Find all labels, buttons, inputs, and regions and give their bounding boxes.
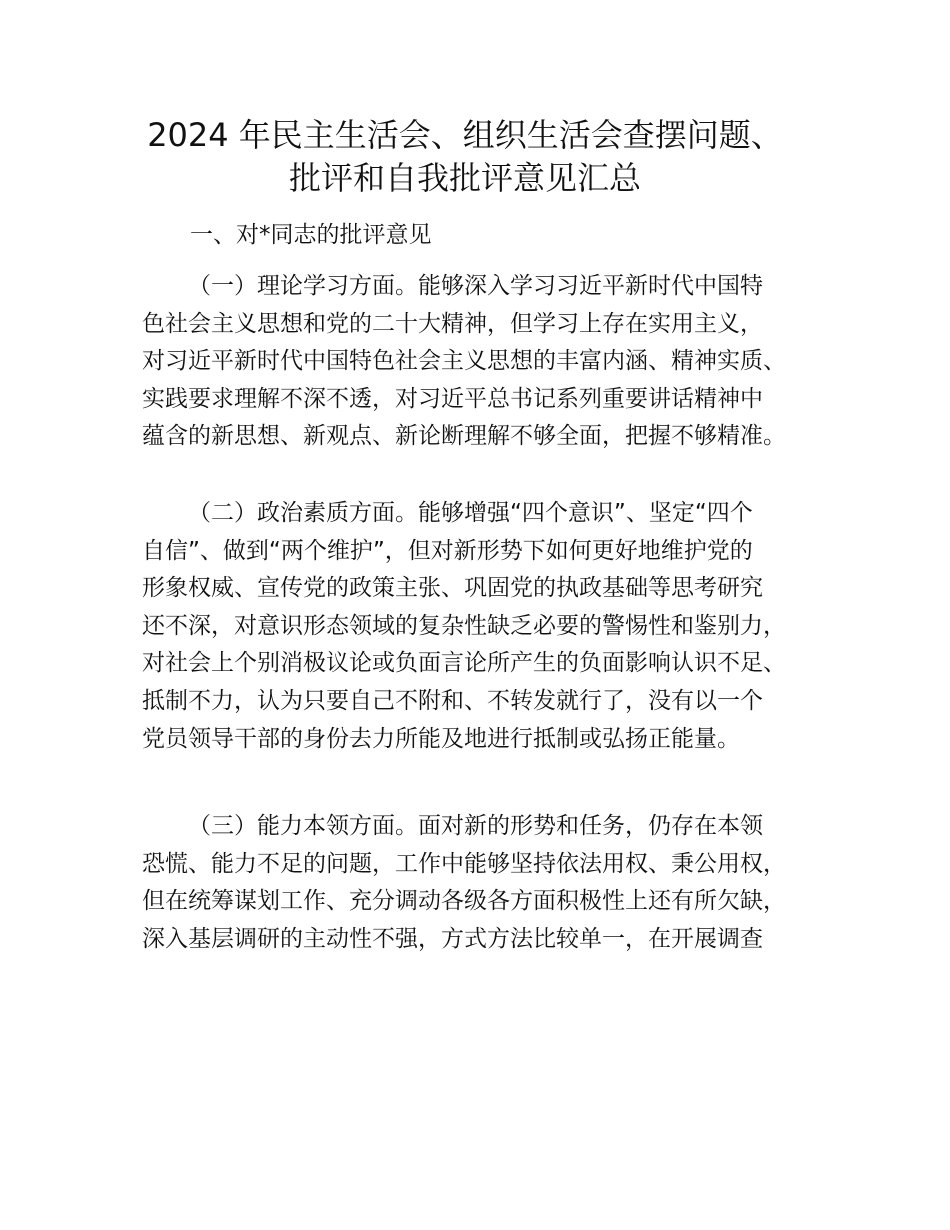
paragraph-line: 恐慌、能力不足的问题，工作中能够坚持依法用权、秉公用权， [142,850,786,877]
paragraph-line: （一）理论学习方面。能够深入学习习近平新时代中国特 [188,273,763,299]
paragraph-political-quality [142,495,842,758]
paragraph-line: 形象权威、宣传党的政策主张、巩固党的执政基础等思考研究 [142,575,763,602]
paragraph-line: 抵制不力，认为只要自己不附和、不转发就行了，没有以一个 [142,687,763,714]
paragraph-theory-study [142,268,842,456]
paragraph-line: 对社会上个别消极议论或负面言论所产生的负面影响认识不足、 [142,650,786,677]
paragraph-ability-skills [142,808,842,958]
paragraph-line: 但在统筹谋划工作、充分调动各级各方面积极性上还有所欠缺， [142,888,786,915]
paragraph-line: （二）政治素质方面。能够增强“四个意识”、坚定“四个 [188,500,753,526]
paragraph-line: 自信”、做到“两个维护”，但对新形势下如何更好地维护党的 [142,537,753,564]
document-title-line-2: 批评和自我批评意见汇总 [288,159,641,197]
paragraph-line: 色社会主义思想和党的二十大精神，但学习上存在实用主义， [142,310,763,337]
paragraph-line: 对习近平新时代中国特色社会主义思想的丰富内涵、精神实质、 [142,348,786,375]
paragraph-line: 实践要求理解不深不透，对习近平总书记系列重要讲话精神中 [142,385,763,412]
paragraph-line: 深入基层调研的主动性不强，方式方法比较单一，在开展调查 [142,925,763,952]
document-title-line-1: 2024 年民主生活会、组织生活会查摆问题、 [147,116,783,154]
paragraph-line: （三）能力本领方面。面对新的形势和任务，仍存在本领 [188,813,763,839]
paragraph-line: 还不深，对意识形态领域的复杂性缺乏必要的警惕性和鉴别力， [142,612,786,639]
paragraph-line: 蕴含的新思想、新观点、新论断理解不够全面，把握不够精准。 [142,423,786,450]
section-heading: 一、对*同志的批评意见 [190,222,432,248]
paragraph-line: 党员领导干部的身份去力所能及地进行抵制或弘扬正能量。 [142,725,740,752]
